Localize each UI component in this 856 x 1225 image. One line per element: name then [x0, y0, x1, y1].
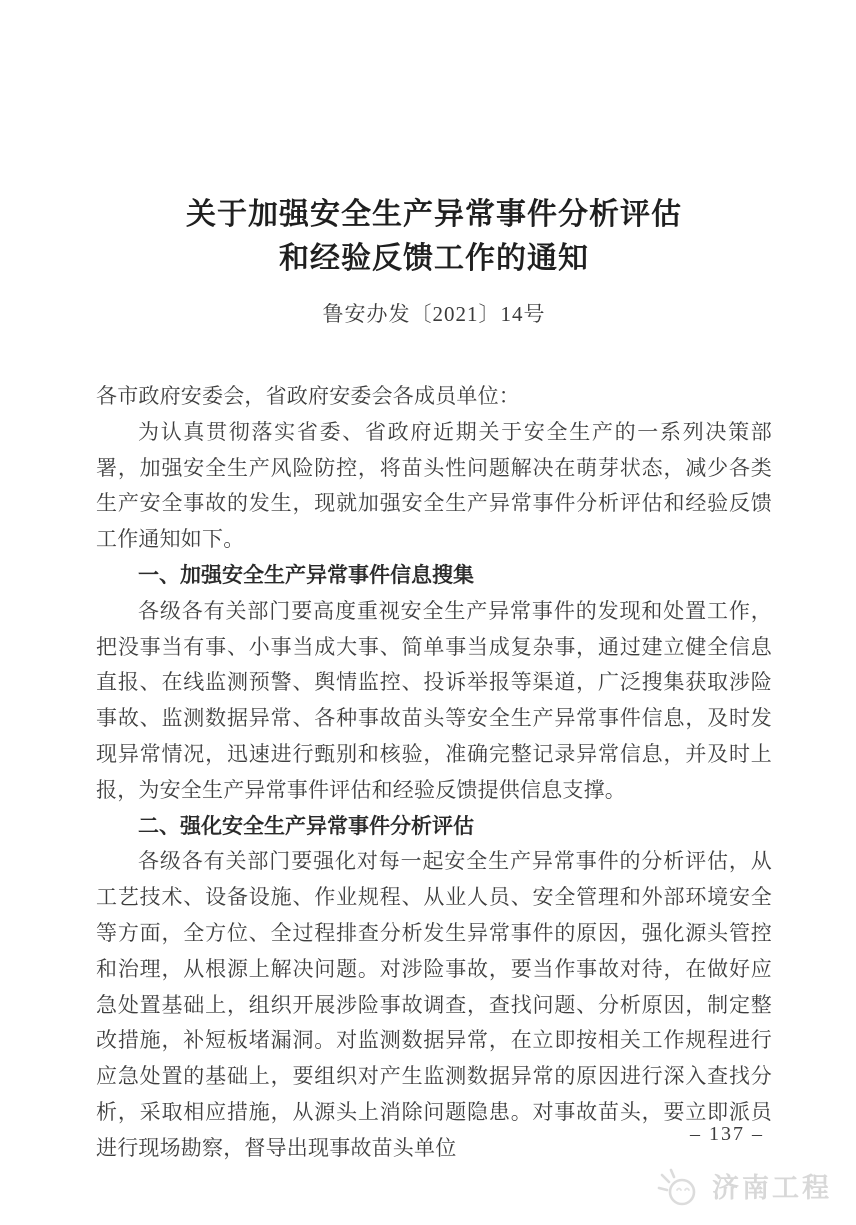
section-2-paragraph: 各级各有关部门要强化对每一起安全生产异常事件的分析评估，从工艺技术、设备设施、作业规程、从业人员、安全管理和外部环境安全等方面，全方位、全过程排查分析发生异常事件的原因，强化源头管控和治理，从根源上解决问题。对涉险事故，要当作事故对待，在做好应急处置基础上，组织开展涉险事故调查，查找问题、分析原因，制定整改措施，补短板堵漏洞。对监测数据异常，在立即按相关工作规程进行应急处置的基础上，要组织对产生监测数据异常的原因进行深入查找分析，采取相应措施，从源头上消除问题隐患。对事故苗头，要立即派员进行现场勘察，督导出现事故苗头单位 [96, 849, 772, 1160]
salutation-line: 各市政府安委会，省政府安委会各成员单位： [96, 384, 520, 408]
document-number: 鲁安办发〔2021〕14号 [322, 302, 546, 326]
speaker-burst-icon [657, 1168, 703, 1208]
section-1-paragraph: 各级各有关部门要高度重视安全生产异常事件的发现和处置工作，把没事当有事、小事当成大事、简单事当成复杂事，通过建立健全信息直报、在线监测预警、舆情监控、投诉举报等渠道，广泛搜集获取涉险事故、监测数据异常、各种事故苗头等安全生产异常事件信息，及时发现异常情况，迅速进行甄别和核验，准确完整记录异常信息，并及时上报，为安全生产异常事件评估和经验反馈提供信息支撑。 [96, 598, 772, 802]
watermark-label: 济南工程 [712, 1173, 832, 1203]
section-1-heading: 一、加强安全生产异常事件信息搜集 [138, 563, 474, 587]
intro-paragraph: 为认真贯彻落实省委、省政府近期关于安全生产的一系列决策部署，加强安全生产风险防控，将苗头性问题解决在萌芽状态，减少各类生产安全事故的发生，现就加强安全生产异常事件分析评估和经验反馈工作通知如下。 [96, 419, 772, 552]
title-line-1: 关于加强安全生产异常事件分析评估 [186, 198, 682, 231]
section-2-heading: 二、强化安全生产异常事件分析评估 [138, 814, 474, 838]
document-content [96, 0, 772, 1167]
page-number: – 137 – [690, 1123, 764, 1145]
document-body [96, 379, 772, 1167]
watermark [657, 1168, 832, 1208]
document-title [96, 193, 772, 281]
title-line-2: 和经验反馈工作的通知 [279, 242, 589, 275]
